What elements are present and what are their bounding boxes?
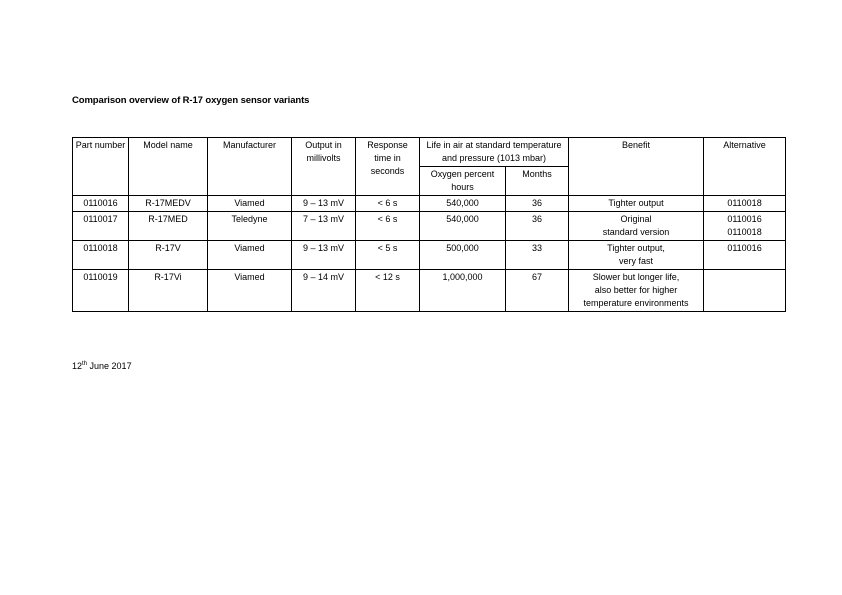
cell-response: < 5 s [356, 241, 420, 270]
cell-response: < 12 s [356, 270, 420, 312]
header-months: Months [506, 167, 569, 196]
cell-benefit [569, 241, 704, 270]
cell-output: 9 – 13 mV [292, 241, 356, 270]
header-output: Output in millivolts [292, 138, 356, 196]
benefit-line: also better for higher [594, 285, 678, 295]
header-part-number: Part number [73, 138, 129, 196]
cell-part-number: 0110018 [73, 241, 129, 270]
cell-response: < 6 s [356, 196, 420, 212]
benefit-line: Slower but longer life, [592, 272, 680, 282]
cell-alternative [704, 196, 786, 212]
cell-alternative [704, 212, 786, 241]
table-row [73, 241, 786, 270]
cell-model-name: R-17MED [129, 212, 208, 241]
cell-months: 67 [506, 270, 569, 312]
date-rest: June 2017 [87, 361, 132, 371]
benefit-line: temperature environments [583, 298, 689, 308]
cell-hours: 1,000,000 [420, 270, 506, 312]
header-oxygen-percent-hours: Oxygen percent hours [420, 167, 506, 196]
cell-benefit [569, 270, 704, 312]
cell-hours: 540,000 [420, 212, 506, 241]
benefit-line: Tighter output [608, 198, 664, 208]
benefit-line: Original [620, 214, 652, 224]
header-model-name: Model name [129, 138, 208, 196]
cell-months: 33 [506, 241, 569, 270]
cell-manufacturer: Teledyne [208, 212, 292, 241]
cell-output: 9 – 13 mV [292, 196, 356, 212]
table-row [73, 212, 786, 241]
cell-response: < 6 s [356, 212, 420, 241]
benefit-line: Tighter output, [607, 243, 665, 253]
table-row [73, 196, 786, 212]
benefit-line: standard version [602, 227, 670, 237]
cell-output: 9 – 14 mV [292, 270, 356, 312]
cell-model-name: R-17V [129, 241, 208, 270]
cell-output: 7 – 13 mV [292, 212, 356, 241]
document-date [72, 361, 132, 371]
header-response-time: Response time in seconds [356, 138, 420, 196]
cell-benefit [569, 212, 704, 241]
cell-alternative [704, 241, 786, 270]
header-manufacturer: Manufacturer [208, 138, 292, 196]
cell-part-number: 0110017 [73, 212, 129, 241]
sensor-comparison-table [72, 137, 786, 312]
cell-months: 36 [506, 212, 569, 241]
header-life-group: Life in air at standard temperature and pressure (1013 mbar) [420, 138, 569, 167]
alternative-line: 0110018 [727, 198, 762, 208]
alternative-line: 0110016 [727, 214, 762, 224]
cell-model-name: R-17Vi [129, 270, 208, 312]
cell-months: 36 [506, 196, 569, 212]
cell-hours: 500,000 [420, 241, 506, 270]
cell-alternative [704, 270, 786, 312]
benefit-line: very fast [619, 256, 654, 266]
alternative-line: 0110018 [727, 227, 762, 237]
cell-benefit [569, 196, 704, 212]
header-alternative: Alternative [704, 138, 786, 196]
alternative-line: 0110016 [727, 243, 762, 253]
cell-model-name: R-17MEDV [129, 196, 208, 212]
cell-part-number: 0110019 [73, 270, 129, 312]
cell-part-number: 0110016 [73, 196, 129, 212]
document-title: Comparison overview of R-17 oxygen sensor variants [72, 95, 310, 106]
cell-hours: 540,000 [420, 196, 506, 212]
date-ordinal-suffix: th [82, 361, 88, 367]
cell-manufacturer: Viamed [208, 270, 292, 312]
header-benefit: Benefit [569, 138, 704, 196]
table-row [73, 270, 786, 312]
date-day: 12 [72, 361, 83, 371]
cell-manufacturer: Viamed [208, 196, 292, 212]
cell-manufacturer: Viamed [208, 241, 292, 270]
